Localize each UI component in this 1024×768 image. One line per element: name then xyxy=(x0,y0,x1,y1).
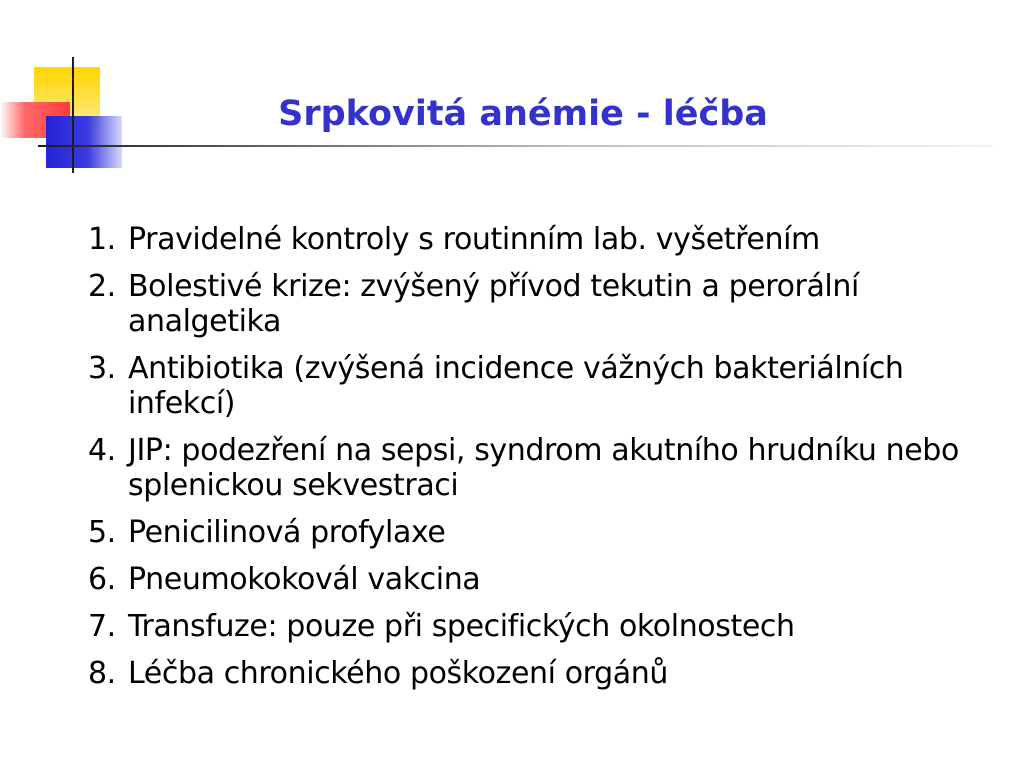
item-text: Penicilinová profylaxe xyxy=(128,515,446,550)
item-text: Antibiotika (zvýšená incidence vážných bakteriálních infekcí) xyxy=(128,351,904,421)
item-number: 6. xyxy=(88,562,116,597)
item-number: 2. xyxy=(88,269,116,304)
item-number: 4. xyxy=(88,433,116,468)
treatment-list xyxy=(88,222,968,703)
item-number: 3. xyxy=(88,351,116,386)
list-item xyxy=(88,609,968,644)
item-number: 7. xyxy=(88,609,116,644)
list-item xyxy=(88,656,968,691)
item-text: Pravidelné kontroly s routinním lab. vyšetřením xyxy=(128,222,820,257)
list-item xyxy=(88,433,968,503)
item-number: 5. xyxy=(88,515,116,550)
item-text: Bolestivé krize: zvýšený přívod tekutin a perorální analgetika xyxy=(128,269,859,339)
decorative-logo xyxy=(0,0,160,180)
slide-title: Srpkovitá anémie - léčba xyxy=(278,94,768,134)
item-text: JIP: podezření na sepsi, syndrom akutního hrudníku nebo splenickou sekvestraci xyxy=(128,433,959,503)
list-item xyxy=(88,269,968,339)
item-text: Transfuze: pouze při specifických okolnostech xyxy=(128,609,795,644)
item-number: 1. xyxy=(88,222,116,257)
list-item xyxy=(88,351,968,421)
item-text: Léčba chronického poškození orgánů xyxy=(128,656,668,691)
list-item xyxy=(88,515,968,550)
item-number: 8. xyxy=(88,656,116,691)
list-item xyxy=(88,222,968,257)
list-item xyxy=(88,562,968,597)
item-text: Pneumokokovál vakcina xyxy=(128,562,481,597)
title-underline xyxy=(38,145,993,147)
